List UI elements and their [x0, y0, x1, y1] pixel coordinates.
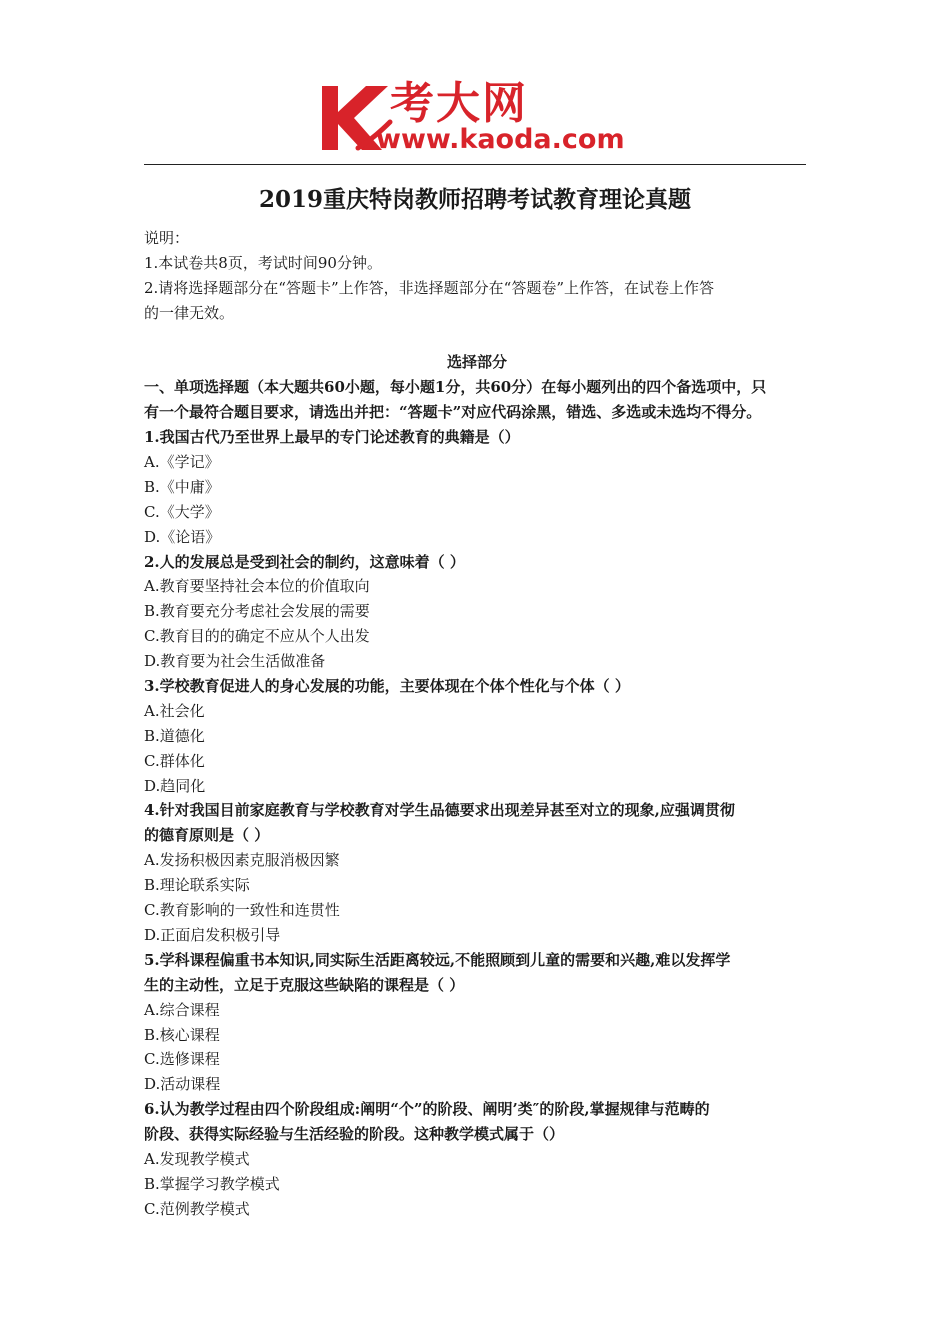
question-2	[144, 550, 810, 674]
logo-url-text: www.kaoda.com	[376, 124, 625, 155]
question-stem: 1.我国古代乃至世界上最早的专门论述教育的典籍是（）	[144, 428, 520, 447]
option-d: D.趋同化	[144, 776, 206, 795]
question-3	[144, 674, 810, 798]
question-stem: 2.人的发展总是受到社会的制约，这意味着（ ）	[144, 552, 465, 571]
question-4	[144, 798, 810, 947]
option-b: B.《中庸》	[144, 477, 220, 496]
option-c: C.教育影响的一致性和连贯性	[144, 901, 340, 920]
option-c: C.群体化	[144, 751, 205, 770]
section-description: 一、单项选择题（本大题共60小题，每小题1分，共60分）在每小题列出的四个备选项中，只	[144, 378, 767, 397]
option-a: A.社会化	[144, 701, 205, 720]
option-d: D.教育要为社会生活做准备	[144, 652, 326, 671]
question-stem: 5.学科课程偏重书本知识,同实际生活距离较远,不能照顾到儿童的需要和兴趣,难以发挥学	[144, 950, 731, 969]
option-d: D.活动课程	[144, 1075, 221, 1094]
option-a: A.综合课程	[144, 1000, 220, 1019]
option-b: B.核心课程	[144, 1025, 220, 1044]
instruction-2-continued: 的一律无效。	[144, 303, 235, 322]
section-title: 选择部分	[446, 353, 507, 372]
section-description-continued: 有一个最符合题目要求，请选出并把：“答题卡”对应代码涂黑，错选、多选或未选均不得分。	[144, 403, 762, 422]
question-stem: 4.针对我国目前家庭教育与学校教育对学生品德要求出现差异甚至对立的现象,应强调贯彻	[144, 801, 735, 820]
option-a: A.教育要坚持社会本位的价值取向	[144, 577, 370, 596]
option-c: C.《大学》	[144, 502, 220, 521]
question-5	[144, 948, 810, 1097]
question-stem-continued: 阶段、获得实际经验与生活经验的阶段。这种教学模式属于（）	[144, 1125, 565, 1144]
question-1	[144, 425, 810, 549]
question-stem: 3.学校教育促进人的身心发展的功能，主要体现在个体个性化与个体（ ）	[144, 677, 630, 696]
option-d: D.正面启发积极引导	[144, 925, 281, 944]
document-body	[144, 226, 810, 1222]
question-stem: 6.认为教学过程由四个阶段组成:阐明“个”的阶段、阐明’类″的阶段,掌握规律与范畴的	[144, 1100, 710, 1119]
instructions-label: 说明：	[144, 229, 190, 247]
logo-chinese-text: 考大网	[390, 78, 528, 129]
option-a: A.《学记》	[144, 453, 220, 472]
question-stem-continued: 的德育原则是（ ）	[144, 826, 270, 845]
question-stem-continued: 生的主动性，立足于克服这些缺陷的课程是（ ）	[144, 975, 465, 994]
option-c: C.范例教学模式	[144, 1199, 250, 1218]
option-c: C.教育目的的确定不应从个人出发	[144, 627, 370, 646]
option-c: C.选修课程	[144, 1050, 220, 1069]
option-a: A.发扬积极因素克服消极因繁	[144, 851, 340, 870]
header-divider	[144, 164, 806, 165]
question-6	[144, 1097, 810, 1221]
spacer	[144, 326, 810, 351]
option-b: B.理论联系实际	[144, 876, 250, 895]
page-title: 2019重庆特岗教师招聘考试教育理论真题	[258, 186, 691, 213]
option-b: B.道德化	[144, 726, 205, 745]
instruction-2: 2.请将选择题部分在“答题卡”上作答，非选择题部分在“答题卷”上作答，在试卷上作答	[144, 278, 714, 297]
option-d: D.《论语》	[144, 527, 221, 546]
kaoda-logo	[318, 78, 638, 158]
option-b: B.教育要充分考虑社会发展的需要	[144, 602, 370, 621]
option-a: A.发现教学模式	[144, 1149, 250, 1168]
option-b: B.掌握学习教学模式	[144, 1174, 280, 1193]
instruction-1: 1.本试卷共8页，考试时间90分钟。	[144, 253, 382, 272]
